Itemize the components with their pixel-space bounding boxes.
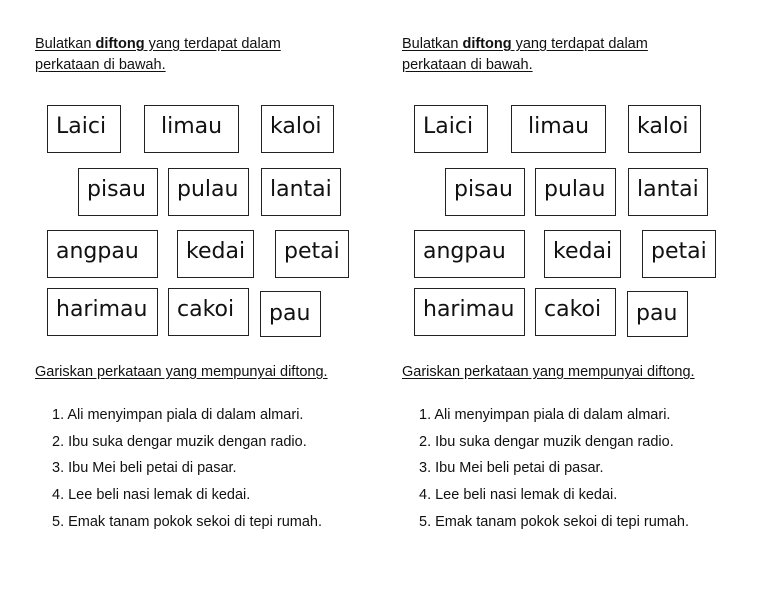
instruction-keyword: diftong — [95, 36, 145, 52]
word-box[interactable]: angpau — [414, 230, 525, 278]
word-box[interactable]: Laici — [414, 105, 488, 153]
sentence-item[interactable]: 1. Ali menyimpan piala di dalam almari. — [52, 407, 304, 423]
sentence-item[interactable]: 1. Ali menyimpan piala di dalam almari. — [419, 407, 671, 423]
sentence-item[interactable]: 5. Emak tanam pokok sekoi di tepi rumah. — [52, 513, 322, 530]
sentence-item[interactable]: 2. Ibu suka dengar muzik dengan radio. — [419, 433, 674, 450]
word-box[interactable]: pau — [627, 291, 688, 337]
instruction-keyword: diftong — [462, 36, 512, 52]
sentence-list — [52, 405, 322, 538]
word-box[interactable]: kedai — [177, 230, 254, 278]
instruction-text: perkataan di bawah. — [35, 57, 166, 73]
instruction-text: yang terdapat dalam — [511, 36, 648, 52]
word-box[interactable]: pisau — [78, 168, 158, 216]
instruction-text: Bulatkan — [35, 36, 96, 52]
word-box[interactable]: harimau — [414, 288, 525, 336]
circle-instruction — [35, 34, 281, 76]
sentence-item[interactable]: 4. Lee beli nasi lemak di kedai. — [419, 487, 618, 504]
word-box[interactable]: cakoi — [168, 288, 249, 336]
word-box[interactable]: pau — [260, 291, 321, 337]
underline-instruction: Gariskan perkataan yang mempunyai diftong. — [402, 364, 695, 380]
word-box[interactable]: Laici — [47, 105, 121, 153]
sentence-item[interactable]: 5. Emak tanam pokok sekoi di tepi rumah. — [419, 513, 689, 530]
word-box[interactable]: pulau — [535, 168, 616, 216]
word-box[interactable]: lantai — [628, 168, 708, 216]
sentence-item[interactable]: 2. Ibu suka dengar muzik dengan radio. — [52, 433, 307, 450]
sentence-item[interactable]: 4. Lee beli nasi lemak di kedai. — [52, 487, 251, 504]
instruction-text: yang terdapat dalam — [144, 36, 281, 52]
underline-instruction: Gariskan perkataan yang mempunyai diftong. — [35, 364, 328, 380]
word-box[interactable]: limau — [511, 105, 606, 153]
word-box[interactable]: petai — [642, 230, 716, 278]
word-box[interactable]: kedai — [544, 230, 621, 278]
word-box[interactable]: kaloi — [628, 105, 701, 153]
word-box[interactable]: harimau — [47, 288, 158, 336]
instruction-text: perkataan di bawah. — [402, 57, 533, 73]
word-box[interactable]: limau — [144, 105, 239, 153]
instruction-text: Bulatkan — [402, 36, 463, 52]
word-box[interactable]: pisau — [445, 168, 525, 216]
circle-instruction — [402, 34, 648, 76]
sentence-item[interactable]: 3. Ibu Mei beli petai di pasar. — [52, 460, 237, 477]
word-box[interactable]: angpau — [47, 230, 158, 278]
word-box[interactable]: lantai — [261, 168, 341, 216]
sentence-item[interactable]: 3. Ibu Mei beli petai di pasar. — [419, 460, 604, 477]
word-box[interactable]: kaloi — [261, 105, 334, 153]
worksheet-right — [367, 0, 751, 594]
word-box[interactable]: petai — [275, 230, 349, 278]
word-box[interactable]: pulau — [168, 168, 249, 216]
word-box[interactable]: cakoi — [535, 288, 616, 336]
sentence-list — [419, 405, 689, 538]
